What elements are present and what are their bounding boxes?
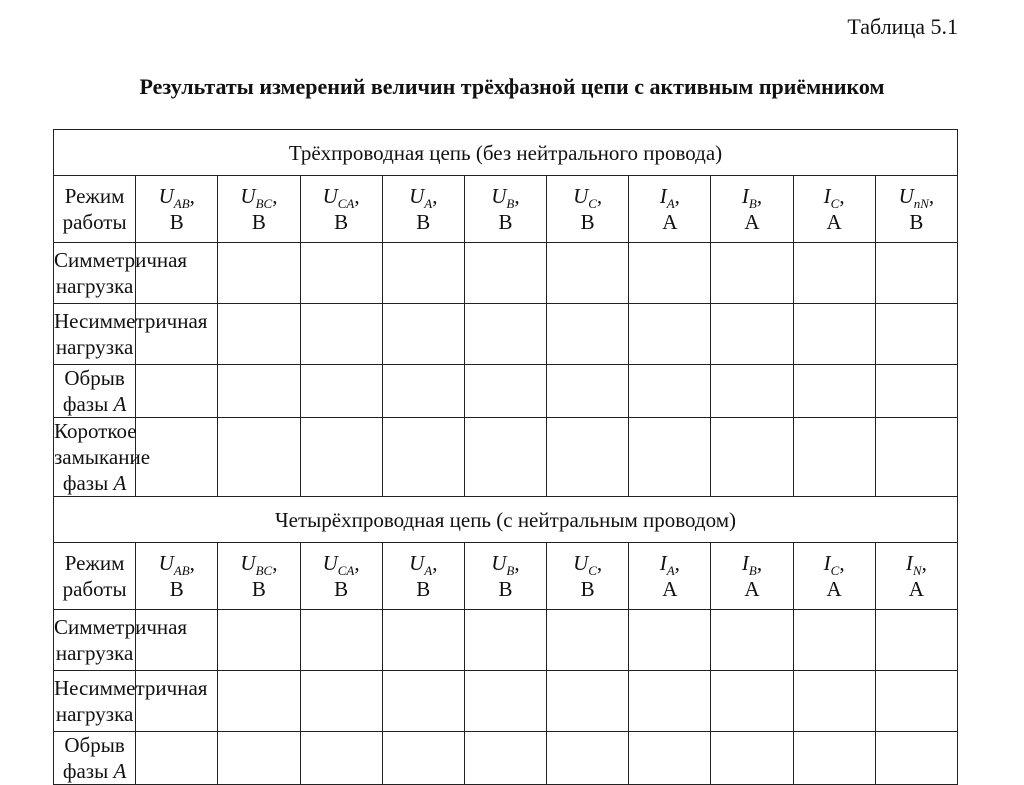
value-cell[interactable] [464,243,546,304]
value-cell[interactable] [629,610,711,671]
value-cell[interactable] [793,243,875,304]
value-cell[interactable] [300,418,382,497]
column-header: $I_N$, А [875,543,957,610]
value-cell[interactable] [547,671,629,732]
column-header: $U_C$, В [547,176,629,243]
value-cell[interactable] [136,365,218,418]
column-header: $U_A$, В [382,543,464,610]
value-cell[interactable] [875,610,957,671]
table-number-label: Таблица 5.1 [847,14,958,39]
mode-label: Обрыв фазы A [54,732,136,785]
column-header: $U_{nN}$, В [875,176,957,243]
value-cell[interactable] [875,671,957,732]
column-header: $U_{AB}$, В [136,543,218,610]
value-cell[interactable] [547,304,629,365]
value-cell[interactable] [382,610,464,671]
value-cell[interactable] [711,732,793,785]
column-header: $U_{CA}$, В [300,543,382,610]
value-cell[interactable] [382,243,464,304]
value-cell[interactable] [793,671,875,732]
table-row [54,671,958,732]
column-header: $I_C$, А [793,543,875,610]
section-heading-three-wire: Трёхпроводная цепь (без нейтрального провода) [54,130,958,176]
value-cell[interactable] [464,304,546,365]
value-cell[interactable] [629,671,711,732]
value-cell[interactable] [875,304,957,365]
value-cell[interactable] [629,732,711,785]
column-header: $I_C$, А [793,176,875,243]
mode-header: Режим работы [54,176,136,243]
table-row [54,610,958,671]
value-cell[interactable] [300,365,382,418]
mode-label: Короткое замыкание фазы A [54,419,151,495]
value-cell[interactable] [547,243,629,304]
value-cell[interactable] [629,304,711,365]
mode-label: Симметричная нагрузка [54,610,136,671]
mode-label: Обрыв фазы A [54,365,136,418]
table-row [54,732,958,785]
value-cell[interactable] [711,243,793,304]
value-cell[interactable] [300,610,382,671]
column-header: $U_C$, В [547,543,629,610]
value-cell[interactable] [382,732,464,785]
column-header: $I_B$, А [711,543,793,610]
column-header: $U_{CA}$, В [300,176,382,243]
value-cell[interactable] [711,610,793,671]
value-cell[interactable] [218,304,300,365]
header-row [54,543,958,610]
mode-label: Симметричная нагрузка [54,243,136,304]
value-cell[interactable] [711,671,793,732]
value-cell[interactable] [218,671,300,732]
value-cell[interactable] [629,243,711,304]
value-cell[interactable] [464,365,546,418]
value-cell[interactable] [382,365,464,418]
column-header: $U_{BC}$, В [218,543,300,610]
value-cell[interactable] [464,732,546,785]
value-cell[interactable] [711,304,793,365]
column-header: $I_A$, А [629,543,711,610]
value-cell[interactable] [793,304,875,365]
value-cell[interactable] [300,732,382,785]
value-cell[interactable] [875,365,957,418]
value-cell[interactable] [629,365,711,418]
value-cell[interactable] [875,418,957,497]
value-cell[interactable] [218,610,300,671]
column-header: $U_B$, В [464,543,546,610]
section-heading-four-wire: Четырёхпроводная цепь (с нейтральным проводом) [54,497,958,543]
value-cell[interactable] [711,418,793,497]
column-header: $I_A$, А [629,176,711,243]
column-header: $I_B$, А [711,176,793,243]
table-row [54,304,958,365]
column-header: $U_A$, В [382,176,464,243]
value-cell[interactable] [547,732,629,785]
value-cell[interactable] [382,671,464,732]
table-title: Результаты измерений величин трёхфазной цепи с активным приёмником [139,74,885,99]
measurements-table [53,129,958,785]
value-cell[interactable] [711,365,793,418]
column-header: $U_{BC}$, В [218,176,300,243]
table-row [54,243,958,304]
value-cell[interactable] [300,243,382,304]
value-cell[interactable] [875,243,957,304]
value-cell[interactable] [218,243,300,304]
column-header: $U_{AB}$, В [136,176,218,243]
value-cell[interactable] [629,418,711,497]
value-cell[interactable] [793,365,875,418]
value-cell[interactable] [218,732,300,785]
table-row [54,418,958,497]
value-cell[interactable] [464,418,546,497]
column-header: $U_B$, В [464,176,546,243]
value-cell[interactable] [218,418,300,497]
value-cell[interactable] [464,610,546,671]
value-cell[interactable] [300,304,382,365]
value-cell[interactable] [136,732,218,785]
value-cell[interactable] [793,418,875,497]
value-cell[interactable] [547,418,629,497]
value-cell[interactable] [382,418,464,497]
value-cell[interactable] [300,671,382,732]
value-cell[interactable] [218,365,300,418]
value-cell[interactable] [793,732,875,785]
header-row [54,176,958,243]
value-cell[interactable] [875,732,957,785]
value-cell[interactable] [547,365,629,418]
mode-header: Режим работы [54,543,136,610]
mode-label: Несимметричная нагрузка [54,304,136,365]
value-cell[interactable] [793,610,875,671]
value-cell[interactable] [547,610,629,671]
table-row [54,365,958,418]
value-cell[interactable] [382,304,464,365]
mode-label: Несимметричная нагрузка [54,671,136,732]
value-cell[interactable] [464,671,546,732]
